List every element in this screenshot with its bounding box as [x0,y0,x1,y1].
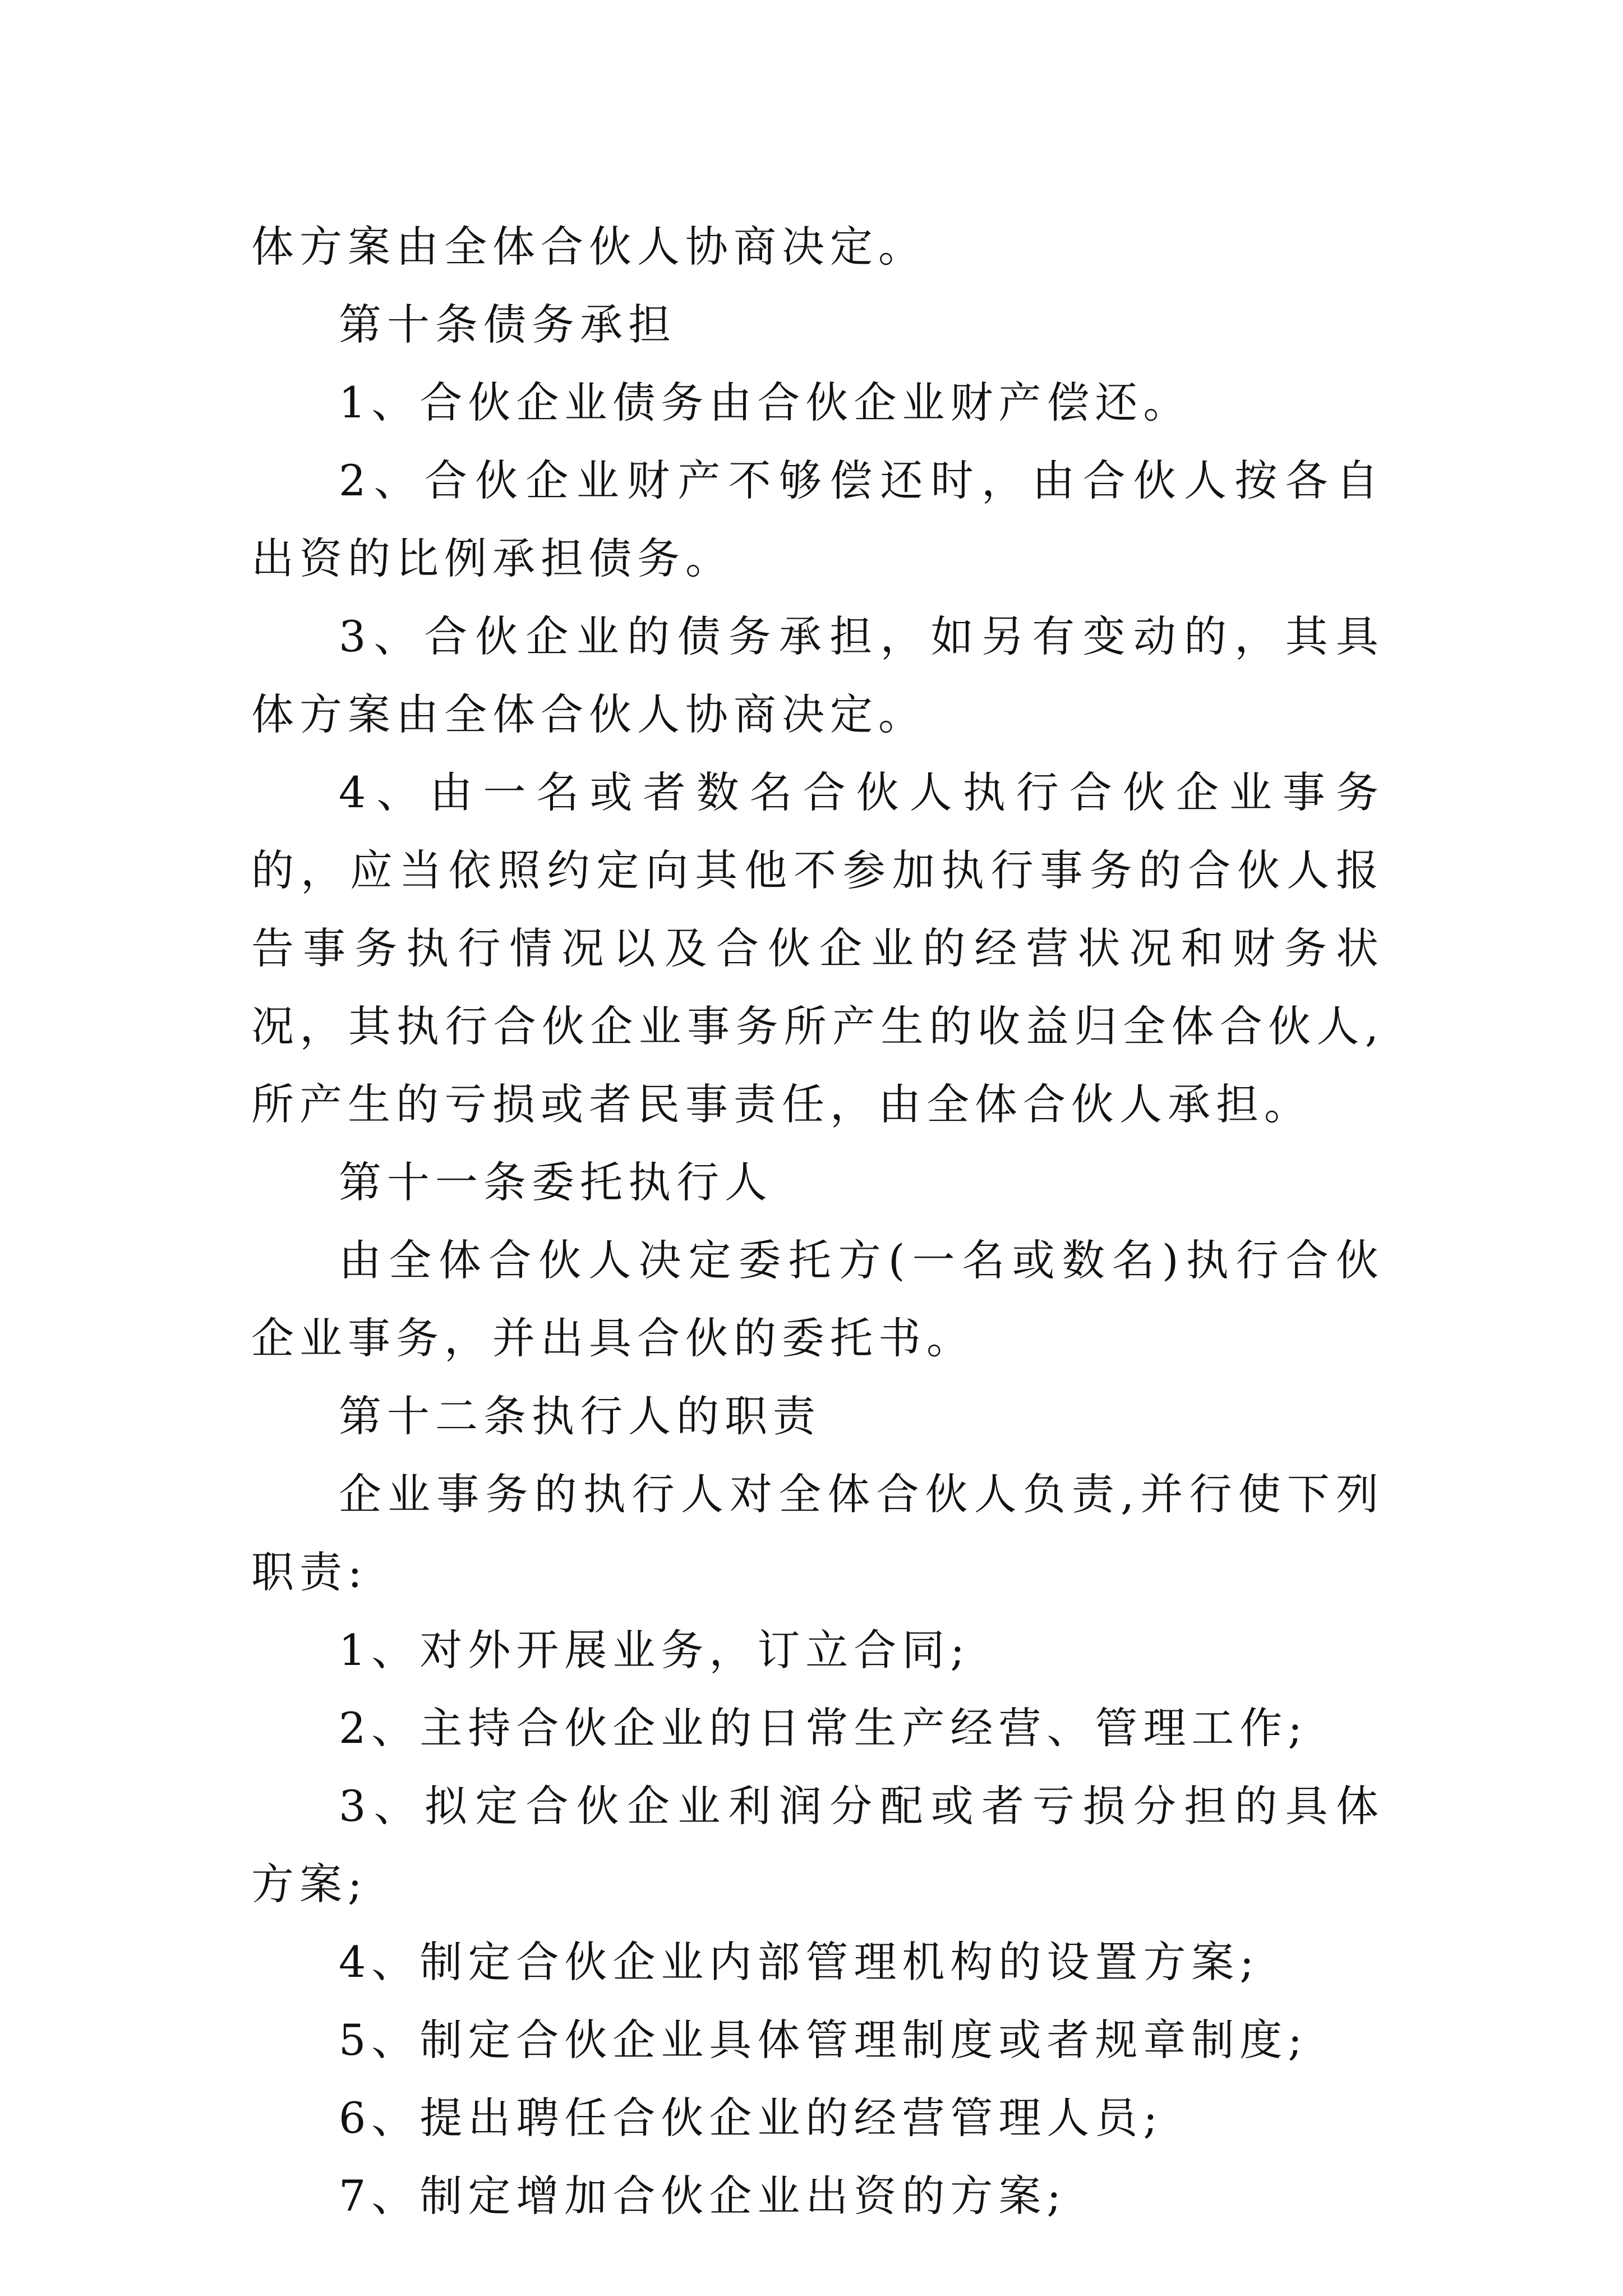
article-12-item-3: 3、拟定合伙企业利润分配或者亏损分担的具体方案; [251,1781,1384,1909]
article-10-item-1: 1、合伙企业债务由合伙企业财产偿还。 [339,378,1192,427]
paragraph-continuation: 体方案由全体合伙人协商决定。 [251,222,926,272]
article-12-heading: 第十二条执行人的职责 [339,1391,821,1441]
article-10-item-4: 4、由一名或者数名合伙人执行合伙企业事务的，应当依照约定向其他不参加执行事务的合伙人报告事务执行情况以及合伙企业的经营状况和财务状况，其执行合伙企业事务所产生的收益归全体合伙人,所产生的亏损或者民事责任，由全体合伙人承担。 [251,767,1384,1129]
article-12-item-2: 2、主持合伙企业的日常生产经营、管理工作; [339,1703,1308,1753]
article-10-item-3: 3、合伙企业的债务承担，如另有变动的，其具体方案由全体合伙人协商决定。 [251,611,1384,739]
article-10-item-2: 2、合伙企业财产不够偿还时，由合伙人按各自出资的比例承担债务。 [251,455,1384,583]
article-12-item-7: 7、制定增加合伙企业出资的方案; [339,2171,1067,2221]
article-12-item-5: 5、制定合伙企业具体管理制度或者规章制度; [339,2015,1308,2065]
article-12-intro: 企业事务的执行人对全体合伙人负责,并行使下列职责: [251,1469,1384,1597]
article-12-item-6: 6、提出聘任合伙企业的经营管理人员; [339,2093,1163,2143]
article-12-item-1: 1、对外开展业务，订立合同; [339,1625,970,1675]
article-11-heading: 第十一条委托执行人 [339,1157,773,1207]
article-11-body: 由全体合伙人决定委托方(一名或数名)执行合伙企业事务，并出具合伙的委托书。 [251,1235,1384,1363]
article-10-heading: 第十条债务承担 [339,300,676,349]
article-12-item-4: 4、制定合伙企业内部管理机构的设置方案; [339,1937,1260,1987]
document-body [251,208,1384,2235]
